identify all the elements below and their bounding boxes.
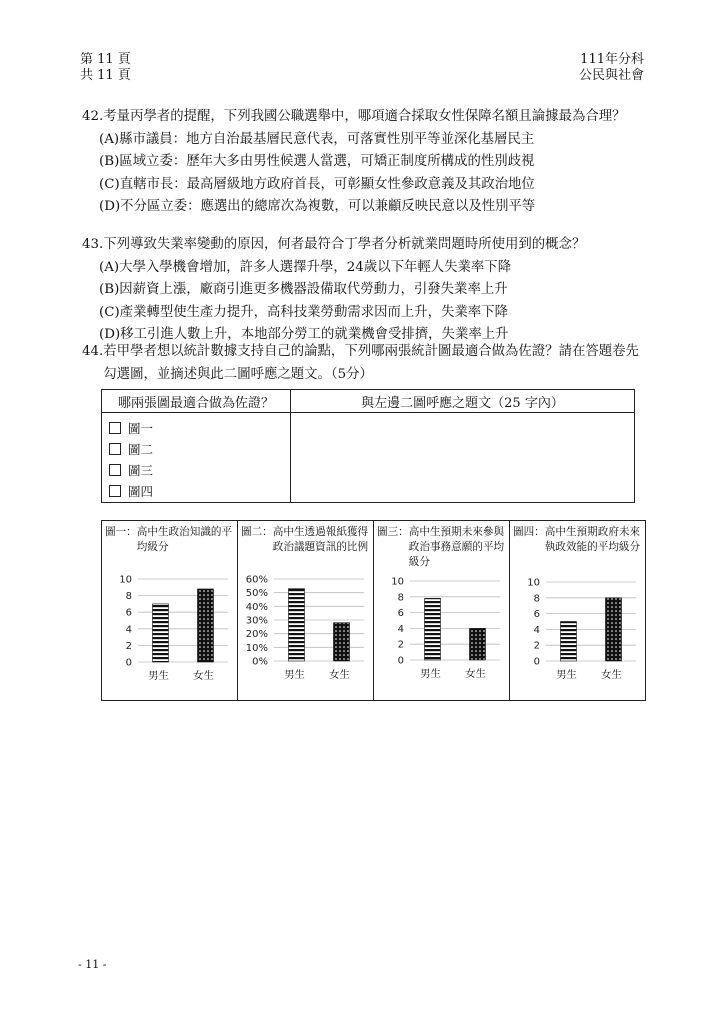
tick-label: 10 <box>527 577 540 589</box>
tick-label: 4 <box>125 624 132 636</box>
bar-female <box>198 589 214 662</box>
tick-label: 8 <box>125 591 132 603</box>
tick-label: 6 <box>533 609 540 621</box>
checkbox-option-fig1[interactable] <box>103 417 289 438</box>
question-42 <box>82 106 652 219</box>
tick-label: 6 <box>397 608 404 620</box>
question-text: 下列導致失業率變動的原因，何者最符合丁學者分析就業問題時所使用到的概念？ <box>103 237 586 252</box>
checkbox-label: 圖四 <box>128 483 154 499</box>
bar-male <box>425 598 441 660</box>
option-d: (D)移工引進人數上升，本地部分勞工的就業機會受排擠，失業率上升 <box>99 327 509 343</box>
tick-label: 6 <box>125 607 132 619</box>
tick-label: 30% <box>245 615 268 627</box>
tick-label: 0 <box>125 657 132 669</box>
tick-label: 10 <box>391 576 404 588</box>
bar-male <box>153 604 169 662</box>
figure-label: 圖二： <box>241 526 273 538</box>
question-text: 考量丙學者的提醒，下列我國公職選舉中，哪項適合採取女性保障名額且論據最為合理？ <box>103 109 626 124</box>
tick-label: 2 <box>533 640 540 652</box>
page-header-right <box>579 52 644 84</box>
figure-4-chart <box>510 521 646 702</box>
checkbox-option-fig4[interactable] <box>103 480 289 501</box>
answer-table-header-text: 與左邊二圖呼應之題文（25 字內） <box>291 390 635 413</box>
checkbox-option-fig2[interactable] <box>103 438 289 459</box>
tick-label: 50% <box>245 588 268 600</box>
category-label: 女生 <box>601 669 622 681</box>
option-b: (B)區域立委：歷年大多由男性候選人當選，可矯正制度所構成的性別歧視 <box>99 154 535 170</box>
tick-label: 2 <box>125 640 132 652</box>
option-c: (C)產業轉型使生產力提升，高科技業勞動需求因而上升，失業率下降 <box>99 304 509 320</box>
tick-label: 0 <box>397 655 404 667</box>
tick-label: 2 <box>397 639 404 651</box>
category-label: 女生 <box>329 669 350 681</box>
question-stem <box>82 234 652 257</box>
question-number: 44. <box>82 344 104 359</box>
figure-1-chart <box>102 521 238 702</box>
tick-label: 10 <box>119 574 132 586</box>
figure-4 <box>510 521 645 700</box>
page-footer-number: - 11 - <box>78 958 107 971</box>
tick-label: 4 <box>533 624 540 636</box>
page-header-left <box>80 52 131 84</box>
tick-label: 20% <box>245 629 268 641</box>
option-d: (D)不分區立委：應選出的總席次為複數，可以兼顧反映民意以及性別平等 <box>99 199 536 215</box>
question-43 <box>82 234 652 347</box>
option-a: (A)大學入學機會增加，許多人選擇升學，24歲以下年輕人失業率下降 <box>99 259 512 275</box>
checkbox[interactable] <box>109 464 121 476</box>
figure-title-text: 高中生政治知識的平均級分 <box>136 526 233 553</box>
figure-title-text: 高中生透過報紙獲得政治議題資訊的比例 <box>272 526 369 553</box>
figure-2-chart <box>238 521 374 702</box>
figure-2 <box>238 521 374 700</box>
answer-table <box>101 389 635 503</box>
question-number: 43. <box>82 237 104 252</box>
question-44 <box>82 341 652 386</box>
tick-label: 40% <box>245 601 268 613</box>
bar-female <box>470 628 486 660</box>
tick-label: 4 <box>397 623 404 635</box>
checkbox-option-fig3[interactable] <box>103 459 289 480</box>
checkbox[interactable] <box>109 443 121 455</box>
category-label: 男生 <box>284 669 305 681</box>
checkbox-label: 圖三 <box>128 462 154 478</box>
figures-panel <box>101 520 646 701</box>
tick-label: 8 <box>397 592 404 604</box>
subject-name-text: 公民與社會 <box>578 68 644 83</box>
category-label: 男生 <box>148 670 169 682</box>
total-pages-text: 共 11 頁 <box>80 68 131 83</box>
answer-text-cell[interactable] <box>291 413 635 503</box>
question-stem <box>82 106 652 129</box>
figure-3-chart <box>374 521 510 702</box>
checkbox[interactable] <box>109 485 121 497</box>
category-label: 男生 <box>556 669 577 681</box>
figure-title-text: 高中生預期未來參與政治事務意願的平均級分 <box>408 526 505 568</box>
tick-label: 60% <box>245 574 268 586</box>
question-number: 42. <box>82 109 104 124</box>
page-number-text: 第 11 頁 <box>80 52 131 67</box>
figure-label: 圖一： <box>105 526 137 538</box>
figure-title-text: 高中生預期政府未來執政效能的平均級分 <box>544 526 641 553</box>
checkbox-label: 圖一 <box>128 420 154 436</box>
answer-table-header-charts: 哪兩張圖最適合做為佐證？ <box>102 390 291 413</box>
option-b: (B)因薪資上漲，廠商引進更多機器設備取代勞動力，引發失業率上升 <box>99 282 508 298</box>
bar-female <box>606 598 622 661</box>
bar-female <box>334 623 350 661</box>
checkbox-label: 圖二 <box>128 441 154 457</box>
figure-3 <box>374 521 510 700</box>
option-c: (C)直轄市長：最高層級地方政府首長，可彰顯女性參政意義及其政治地位 <box>99 176 535 192</box>
bar-male <box>289 589 305 661</box>
category-label: 男生 <box>420 668 441 680</box>
exam-name-text: 111年分科 <box>580 52 644 67</box>
figure-label: 圖四： <box>513 526 545 538</box>
tick-label: 8 <box>533 593 540 605</box>
question-stem <box>82 341 652 386</box>
question-text: 若甲學者想以統計數據支持自己的論點，下列哪兩張統計圖最適合做為佐證？請在答題卷先勾選圖，並摘述與此二圖呼應之題文。（5分） <box>103 344 639 382</box>
category-label: 女生 <box>193 670 214 682</box>
tick-label: 0 <box>533 656 540 668</box>
figure-label: 圖三： <box>377 526 409 538</box>
figure-1 <box>102 521 238 700</box>
category-label: 女生 <box>465 668 486 680</box>
option-a: (A)縣市議員：地方自治最基層民意代表，可落實性別平等並深化基層民主 <box>99 131 535 147</box>
tick-label: 0% <box>252 656 268 668</box>
bar-male <box>561 622 577 662</box>
tick-label: 10% <box>245 642 268 654</box>
chart-choice-cell <box>102 413 291 503</box>
checkbox[interactable] <box>109 422 121 434</box>
